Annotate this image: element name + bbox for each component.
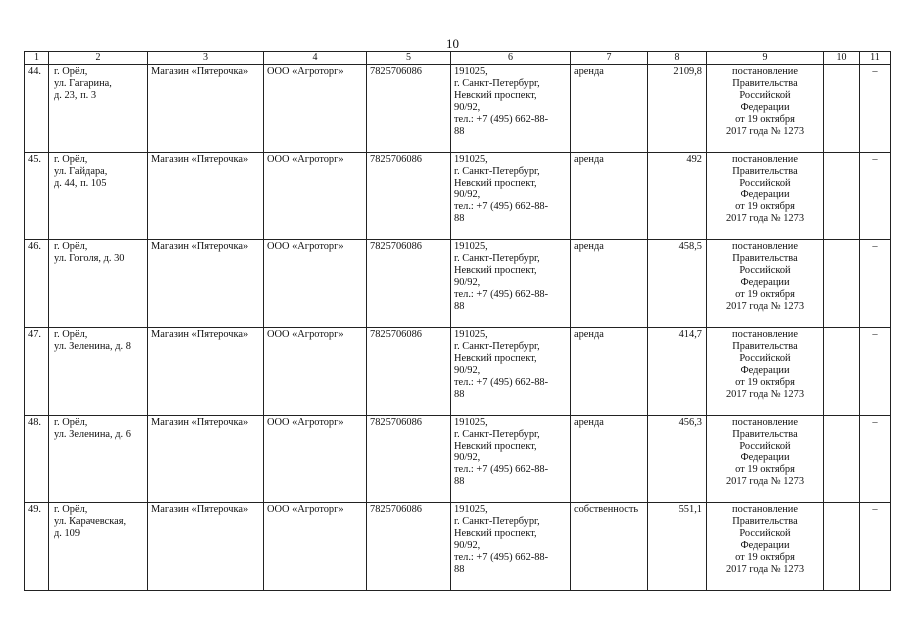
legal-address <box>451 328 571 416</box>
cell-line: Федерации <box>740 101 790 113</box>
cell-line: г. Санкт-Петербург, <box>454 340 540 352</box>
area-value: 456,3 <box>648 415 707 503</box>
cell-line: Федерации <box>740 452 790 464</box>
cell-line: Правительства <box>732 428 798 440</box>
cell-line: постановление <box>732 66 798 77</box>
object-address <box>49 503 148 591</box>
object-name: Магазин «Пятерочка» <box>148 152 264 240</box>
inn-number: 7825706086 <box>367 152 451 240</box>
inn-number: 7825706086 <box>367 503 451 591</box>
cell-line: от 19 октября <box>735 289 795 300</box>
cell-line: ул. Гайдара, <box>54 165 108 177</box>
column-11-cell: – <box>860 503 891 591</box>
object-name: Магазин «Пятерочка» <box>148 240 264 328</box>
column-number: 1 <box>25 52 49 65</box>
cell-line: Федерации <box>740 540 790 552</box>
row-number: 45. <box>25 152 49 240</box>
cell-line: 2017 года № 1273 <box>725 476 805 488</box>
cell-line: 2017 года № 1273 <box>725 388 805 400</box>
row-number: 49. <box>25 503 49 591</box>
cell-line: от 19 октября <box>735 201 795 213</box>
cell-line: 191025, <box>454 416 488 428</box>
row-number: 44. <box>25 65 49 153</box>
column-number: 11 <box>860 52 891 65</box>
cell-line: 2017 года № 1273 <box>725 213 805 225</box>
column-number: 10 <box>824 52 860 65</box>
cell-line: 191025, <box>454 329 488 341</box>
table-row <box>25 152 891 240</box>
area-value: 492 <box>648 152 707 240</box>
cell-line: от 19 октября <box>735 376 795 388</box>
legal-basis <box>707 415 824 503</box>
cell-line: г. Орёл, <box>54 504 88 516</box>
organization-name: ООО «Агроторг» <box>264 503 367 591</box>
cell-line: от 19 октября <box>735 113 795 125</box>
column-10-cell <box>824 240 860 328</box>
row-number: 48. <box>25 415 49 503</box>
area-value: 414,7 <box>648 328 707 416</box>
cell-line: Правительства <box>732 253 798 265</box>
cell-line: Правительства <box>732 165 798 177</box>
cell-line: постановление <box>732 504 798 516</box>
cell-line: г. Орёл, <box>54 241 88 253</box>
column-number: 9 <box>707 52 824 65</box>
cell-line: Российской <box>739 352 791 364</box>
cell-line: постановление <box>732 241 798 253</box>
object-name: Магазин «Пятерочка» <box>148 503 264 591</box>
area-value: 551,1 <box>648 503 707 591</box>
cell-line: постановление <box>732 153 798 165</box>
cell-line: от 19 октября <box>735 464 795 476</box>
legal-address <box>451 65 571 153</box>
cell-line: Российской <box>739 440 791 452</box>
legal-basis <box>707 240 824 328</box>
cell-line: 88 <box>454 213 465 225</box>
column-10-cell <box>824 65 860 153</box>
table-row <box>25 415 891 503</box>
cell-line: от 19 октября <box>735 552 795 564</box>
cell-line: г. Санкт-Петербург, <box>454 516 540 528</box>
object-address <box>49 65 148 153</box>
object-address <box>49 240 148 328</box>
column-number: 5 <box>367 52 451 65</box>
cell-line: 88 <box>454 563 465 575</box>
cell-line: д. 109 <box>54 528 81 540</box>
cell-line: тел.: +7 (495) 662-88- <box>454 113 549 125</box>
column-10-cell <box>824 503 860 591</box>
legal-address <box>451 503 571 591</box>
cell-line: Невский проспект, <box>454 265 537 277</box>
cell-line: г. Орёл, <box>54 66 88 77</box>
inn-number: 7825706086 <box>367 415 451 503</box>
cell-line: Федерации <box>740 364 790 376</box>
column-number-row <box>25 52 891 65</box>
cell-line: г. Санкт-Петербург, <box>454 428 540 440</box>
cell-line: Федерации <box>740 277 790 289</box>
column-10-cell <box>824 328 860 416</box>
cell-line: г. Санкт-Петербург, <box>454 253 540 265</box>
cell-line: 90/92, <box>454 452 481 464</box>
cell-line: 2017 года № 1273 <box>725 563 805 575</box>
cell-line: 191025, <box>454 66 488 77</box>
ownership-right: аренда <box>571 328 648 416</box>
inn-number: 7825706086 <box>367 328 451 416</box>
cell-line: 90/92, <box>454 277 481 289</box>
cell-line: ул. Зеленина, д. 8 <box>54 340 131 352</box>
cell-line: тел.: +7 (495) 662-88- <box>454 201 549 213</box>
legal-basis <box>707 503 824 591</box>
cell-line: Невский проспект, <box>454 440 537 452</box>
object-address <box>49 328 148 416</box>
column-10-cell <box>824 152 860 240</box>
page-number: 10 <box>446 36 459 51</box>
registry-rows <box>25 65 891 591</box>
cell-line: ул. Гагарина, <box>54 77 112 89</box>
ownership-right: аренда <box>571 65 648 153</box>
cell-line: Невский проспект, <box>454 89 537 101</box>
area-value: 2109,8 <box>648 65 707 153</box>
cell-line: 90/92, <box>454 364 481 376</box>
cell-line: Правительства <box>732 516 798 528</box>
inn-number: 7825706086 <box>367 65 451 153</box>
organization-name: ООО «Агроторг» <box>264 152 367 240</box>
legal-address <box>451 415 571 503</box>
object-address <box>49 152 148 240</box>
cell-line: Российской <box>739 265 791 277</box>
cell-line: тел.: +7 (495) 662-88- <box>454 376 549 388</box>
table-row <box>25 240 891 328</box>
cell-line: д. 44, п. 105 <box>54 177 107 189</box>
cell-line: Российской <box>739 89 791 101</box>
ownership-right: аренда <box>571 415 648 503</box>
cell-line: г. Орёл, <box>54 153 88 165</box>
column-11-cell: – <box>860 65 891 153</box>
column-10-cell <box>824 415 860 503</box>
cell-line: 88 <box>454 300 465 312</box>
row-number: 46. <box>25 240 49 328</box>
column-number: 8 <box>648 52 707 65</box>
column-number: 2 <box>49 52 148 65</box>
legal-address <box>451 152 571 240</box>
cell-line: 2017 года № 1273 <box>725 300 805 312</box>
cell-line: Федерации <box>740 189 790 201</box>
cell-line: ул. Зеленина, д. 6 <box>54 428 131 440</box>
registry-table <box>24 51 891 591</box>
ownership-right: собственность <box>571 503 648 591</box>
legal-address <box>451 240 571 328</box>
column-11-cell: – <box>860 415 891 503</box>
ownership-right: аренда <box>571 152 648 240</box>
column-11-cell: – <box>860 152 891 240</box>
inn-number: 7825706086 <box>367 240 451 328</box>
object-name: Магазин «Пятерочка» <box>148 65 264 153</box>
cell-line: 191025, <box>454 153 488 165</box>
table-row <box>25 503 891 591</box>
cell-line: г. Санкт-Петербург, <box>454 165 540 177</box>
organization-name: ООО «Агроторг» <box>264 65 367 153</box>
cell-line: Правительства <box>732 77 798 89</box>
column-number: 6 <box>451 52 571 65</box>
area-value: 458,5 <box>648 240 707 328</box>
legal-basis <box>707 152 824 240</box>
organization-name: ООО «Агроторг» <box>264 328 367 416</box>
cell-line: г. Орёл, <box>54 416 88 428</box>
column-11-cell: – <box>860 240 891 328</box>
cell-line: Российской <box>739 528 791 540</box>
cell-line: 88 <box>454 125 465 137</box>
column-number: 7 <box>571 52 648 65</box>
cell-line: ул. Гоголя, д. 30 <box>54 253 125 265</box>
cell-line: г. Орёл, <box>54 329 88 341</box>
cell-line: 90/92, <box>454 540 481 552</box>
cell-line: тел.: +7 (495) 662-88- <box>454 464 549 476</box>
ownership-right: аренда <box>571 240 648 328</box>
cell-line: г. Санкт-Петербург, <box>454 77 540 89</box>
column-number: 3 <box>148 52 264 65</box>
cell-line: Невский проспект, <box>454 528 537 540</box>
cell-line: д. 23, п. 3 <box>54 89 97 101</box>
cell-line: 2017 года № 1273 <box>725 125 805 137</box>
cell-line: ул. Карачевская, <box>54 516 127 528</box>
cell-line: Невский проспект, <box>454 177 537 189</box>
legal-basis <box>707 328 824 416</box>
row-number: 47. <box>25 328 49 416</box>
cell-line: 88 <box>454 476 465 488</box>
object-address <box>49 415 148 503</box>
table-row <box>25 328 891 416</box>
cell-line: Российской <box>739 177 791 189</box>
cell-line: Правительства <box>732 340 798 352</box>
cell-line: 191025, <box>454 241 488 253</box>
column-number: 4 <box>264 52 367 65</box>
cell-line: Невский проспект, <box>454 352 537 364</box>
cell-line: постановление <box>732 329 798 341</box>
cell-line: 191025, <box>454 504 488 516</box>
cell-line: тел.: +7 (495) 662-88- <box>454 552 549 564</box>
column-11-cell: – <box>860 328 891 416</box>
table-row <box>25 65 891 153</box>
cell-line: постановление <box>732 416 798 428</box>
cell-line: 90/92, <box>454 189 481 201</box>
legal-basis <box>707 65 824 153</box>
cell-line: тел.: +7 (495) 662-88- <box>454 289 549 300</box>
object-name: Магазин «Пятерочка» <box>148 415 264 503</box>
cell-line: 90/92, <box>454 101 481 113</box>
object-name: Магазин «Пятерочка» <box>148 328 264 416</box>
cell-line: 88 <box>454 388 465 400</box>
organization-name: ООО «Агроторг» <box>264 240 367 328</box>
organization-name: ООО «Агроторг» <box>264 415 367 503</box>
